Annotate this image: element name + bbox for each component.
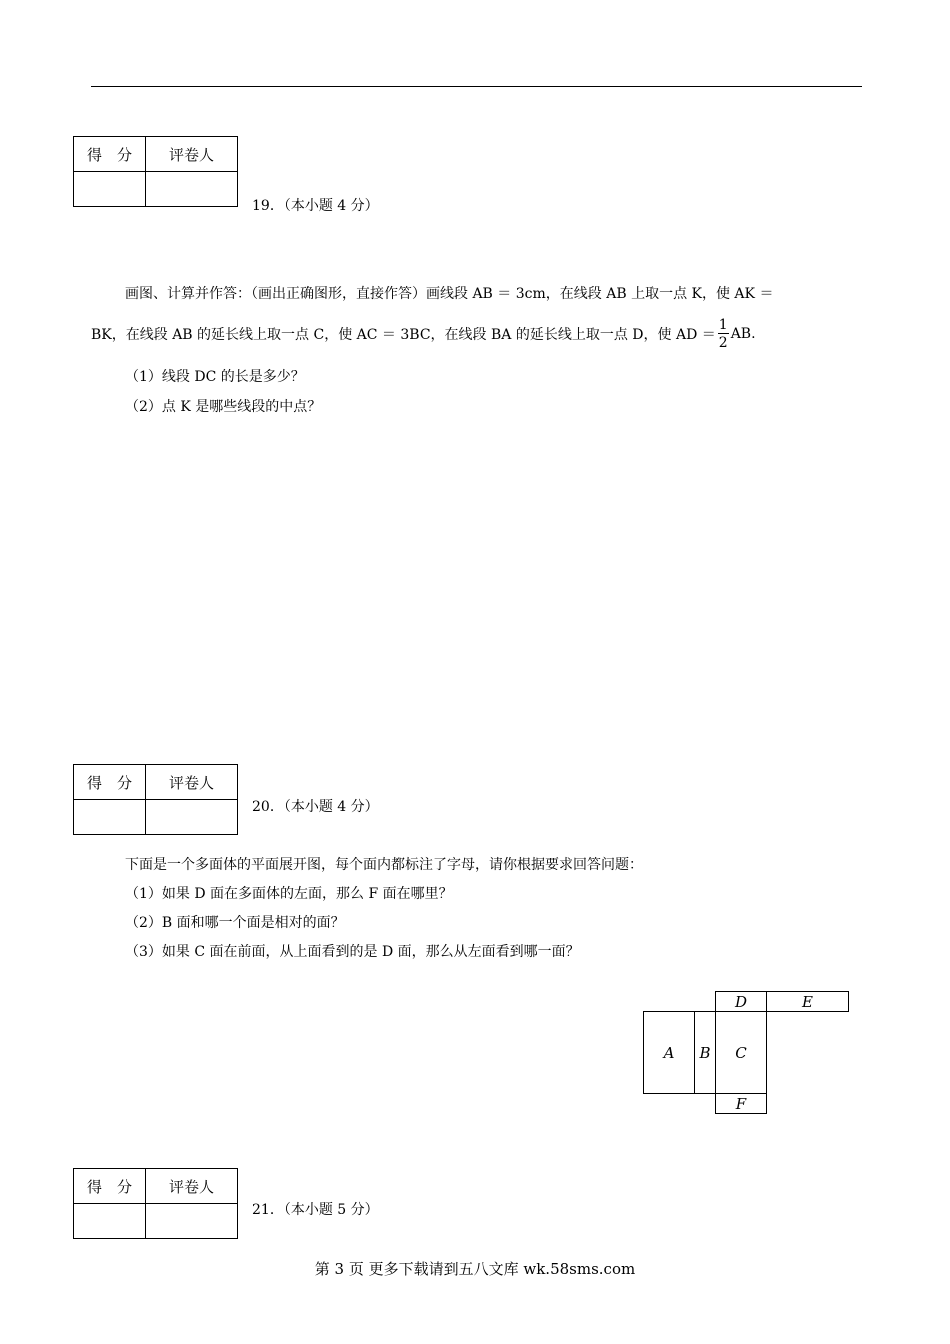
score-label: 得 分	[74, 1169, 146, 1204]
net-face-b: B	[694, 1011, 716, 1094]
fraction-numerator: 1	[718, 317, 728, 333]
question-20-intro: 下面是一个多面体的平面展开图，每个面内都标注了字母，请你根据要求回答问题：	[125, 857, 643, 873]
question-19-line1: 画图、计算并作答：（画出正确图形，直接作答）画线段 AB ＝ 3cm，在线段 AB 上取一点 K，使 AK ＝	[125, 286, 774, 302]
question-19-sub2: （2）点 K 是哪些线段的中点？	[125, 399, 322, 415]
net-face-e: E	[766, 991, 849, 1012]
grader-label: 评卷人	[146, 1169, 238, 1204]
net-face-d: D	[715, 991, 767, 1012]
score-cell	[74, 172, 146, 207]
score-table-20	[73, 764, 238, 835]
question-20-number: 20．（本小题 4 分）	[252, 799, 379, 815]
question-20-sub3: （3）如果 C 面在前面，从上面看到的是 D 面，那么从左面看到哪一面？	[125, 944, 580, 960]
grader-cell	[146, 1204, 238, 1239]
score-table-19	[73, 136, 238, 207]
question-20-sub2: （2）B 面和哪一个面是相对的面？	[125, 915, 345, 931]
question-19-line2-post: AB.	[730, 326, 756, 342]
question-19-sub1: （1）线段 DC 的长是多少？	[125, 369, 305, 385]
net-face-a: A	[643, 1011, 695, 1094]
page-footer: 第 3 页 更多下载请到五八文库 wk.58sms.com	[314, 1260, 636, 1278]
question-21-number: 21．（本小题 5 分）	[252, 1202, 379, 1218]
score-cell	[74, 800, 146, 835]
score-cell	[74, 1204, 146, 1239]
fraction-one-half	[718, 318, 729, 350]
question-19-line2	[91, 316, 756, 352]
grader-cell	[146, 800, 238, 835]
header-rule	[91, 86, 862, 87]
net-face-c: C	[715, 1011, 767, 1094]
score-label: 得 分	[74, 137, 146, 172]
fraction-denominator: 2	[718, 335, 728, 351]
grader-cell	[146, 172, 238, 207]
score-label: 得 分	[74, 765, 146, 800]
grader-label: 评卷人	[146, 765, 238, 800]
score-table-21	[73, 1168, 238, 1239]
question-20-sub1: （1）如果 D 面在多面体的左面，那么 F 面在哪里？	[125, 886, 453, 902]
net-face-f: F	[715, 1093, 767, 1114]
grader-label: 评卷人	[146, 137, 238, 172]
question-19-line2-pre: BK，在线段 AB 的延长线上取一点 C，使 AC ＝ 3BC，在线段 BA 的延长线上取一点 D，使 AD ＝	[91, 327, 716, 343]
question-19-number: 19．（本小题 4 分）	[252, 198, 379, 214]
